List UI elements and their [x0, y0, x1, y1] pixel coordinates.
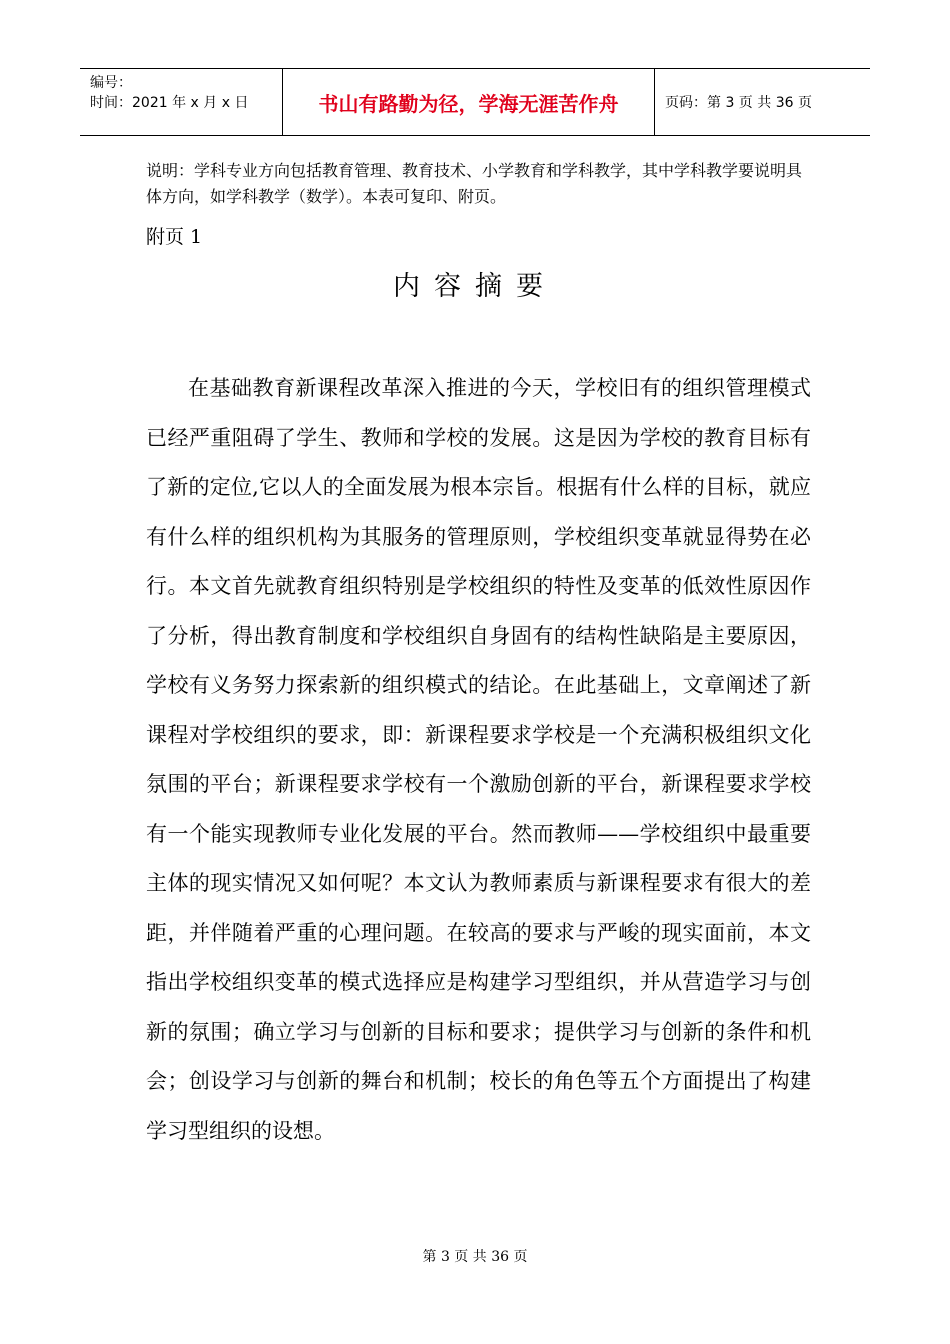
instruction-note: 说明：学科专业方向包括教育管理、教育技术、小学教育和学科教学，其中学科教学要说明具体方向，如学科教学（数学）。本表可复印、附页。: [146, 161, 803, 206]
header-motto-cell: [282, 69, 655, 135]
abstract-paragraph: 在基础教育新课程改革深入推进的今天，学校旧有的组织管理模式已经严重阻碍了学生、教师和学校的发展。这是因为学校的教育目标有了新的定位,它以人的全面发展为根本宗旨。根据有什么样的目标，就应有什么样的组织机构为其服务的管理原则，学校组织变革就显得势在必行。本文首先就教育组织特别是学校组织的特性及变革的低效性原因作了分析，得出教育制度和学校组织自身固有的结构性缺陷是主要原因，学校有义务努力探索新的组织模式的结论。在此基础上，文章阐述了新课程对学校组织的要求，即：新课程要求学校是一个充满积极组织文化氛围的平台；新课程要求学校有一个激励创新的平台，新课程要求学校有一个能实现教师专业化发展的平台。然而教师——学校组织中最重要主体的现实情况又如何呢？本文认为教师素质与新课程要求有很大的差距，并伴随着严重的心理问题。在较高的要求与严峻的现实面前，本文指出学校组织变革的模式选择应是构建学习型组织，并从营造学习与创新的氛围；确立学习与创新的目标和要求；提供学习与创新的条件和机会；创设学习与创新的舞台和机制；校长的角色等五个方面提出了构建学习型组织的设想。: [146, 376, 811, 1143]
header-table: [80, 68, 870, 136]
header-page-number: 页码：第 3 页 共 36 页: [665, 95, 812, 111]
appendix-label: 附页 1: [146, 226, 203, 248]
document-date: 时间：2021 年 x 月 x 日: [90, 95, 249, 111]
page-footer: 第 3 页 共 36 页: [422, 1249, 528, 1265]
document-number-label: 编号：: [90, 75, 132, 91]
header-motto: 书山有路勤为径，学海无涯苦作舟: [318, 91, 619, 116]
page-title: 内容摘要: [393, 271, 557, 302]
header-meta: [80, 69, 282, 135]
header-page-cell: [655, 69, 870, 135]
